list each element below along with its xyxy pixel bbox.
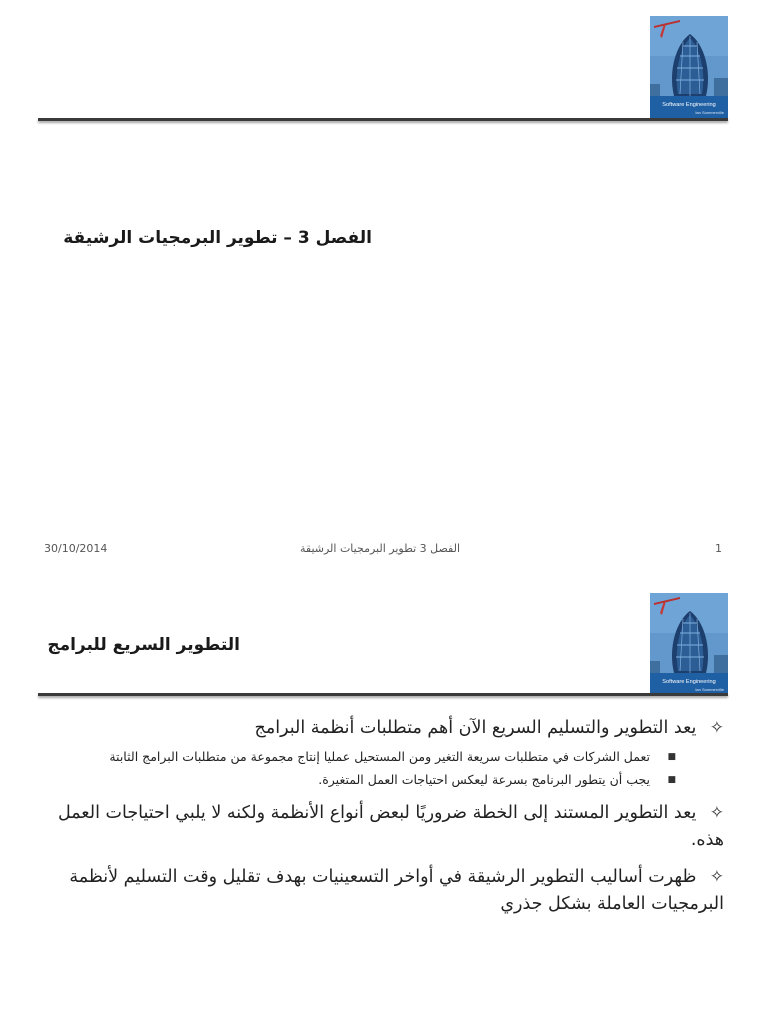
- bullet-item: [44, 715, 724, 742]
- sub-bullet-item: [44, 746, 724, 768]
- bullet-list: [44, 715, 724, 918]
- square-bullet-icon: ■: [667, 752, 676, 762]
- square-bullet-icon: ■: [667, 775, 676, 785]
- sub-bullet-text: يجب أن يتطور البرنامج بسرعة ليعكس احتياجات العمل المتغيرة.: [318, 772, 651, 787]
- sub-bullet-text: تعمل الشركات في متطلبات سريعة التغير ومن المستحيل عمليا إنتاج مجموعة من متطلبات البرامج الثابتة: [109, 749, 651, 764]
- book-cover-image: [650, 593, 728, 695]
- header-rule: [38, 118, 728, 121]
- footer-page-number: 1: [715, 542, 722, 555]
- star-bullet-icon: ✧: [709, 867, 724, 887]
- bullet-text: يعد التطوير والتسليم السريع الآن أهم متطلبات أنظمة البرامج: [254, 718, 697, 738]
- slide-title: التطوير السريع للبرامج: [47, 635, 240, 655]
- star-bullet-icon: ✧: [709, 718, 724, 738]
- bullet-item: [44, 800, 724, 854]
- footer-chapter: الفصل 3 تطوير البرمجيات الرشيقة: [299, 542, 461, 555]
- cover-title: Software Engineering: [662, 102, 716, 108]
- book-cover-image: [650, 16, 728, 118]
- slide-title: الفصل 3 – تطوير البرمجيات الرشيقة: [63, 228, 372, 248]
- bullet-item: [44, 864, 724, 918]
- bullet-text: يعد التطوير المستند إلى الخطة ضروريًا لبعض أنواع الأنظمة ولكنه لا يلبي احتياجات العمل هذه.: [57, 803, 724, 850]
- footer-date: 30/10/2014: [44, 542, 108, 555]
- sub-bullet-item: [44, 769, 724, 791]
- star-bullet-icon: ✧: [709, 803, 724, 823]
- cover-subtitle: Ian Sommerville: [695, 687, 724, 692]
- header-rule: [38, 693, 728, 696]
- cover-title: Software Engineering: [662, 679, 716, 685]
- slide-2: [0, 575, 768, 1024]
- cover-subtitle: Ian Sommerville: [695, 110, 724, 115]
- bullet-text: ظهرت أساليب التطوير الرشيقة في أواخر التسعينيات بهدف تقليل وقت التسليم لأنظمة البرمجيات العاملة بشكل جذري: [69, 867, 724, 914]
